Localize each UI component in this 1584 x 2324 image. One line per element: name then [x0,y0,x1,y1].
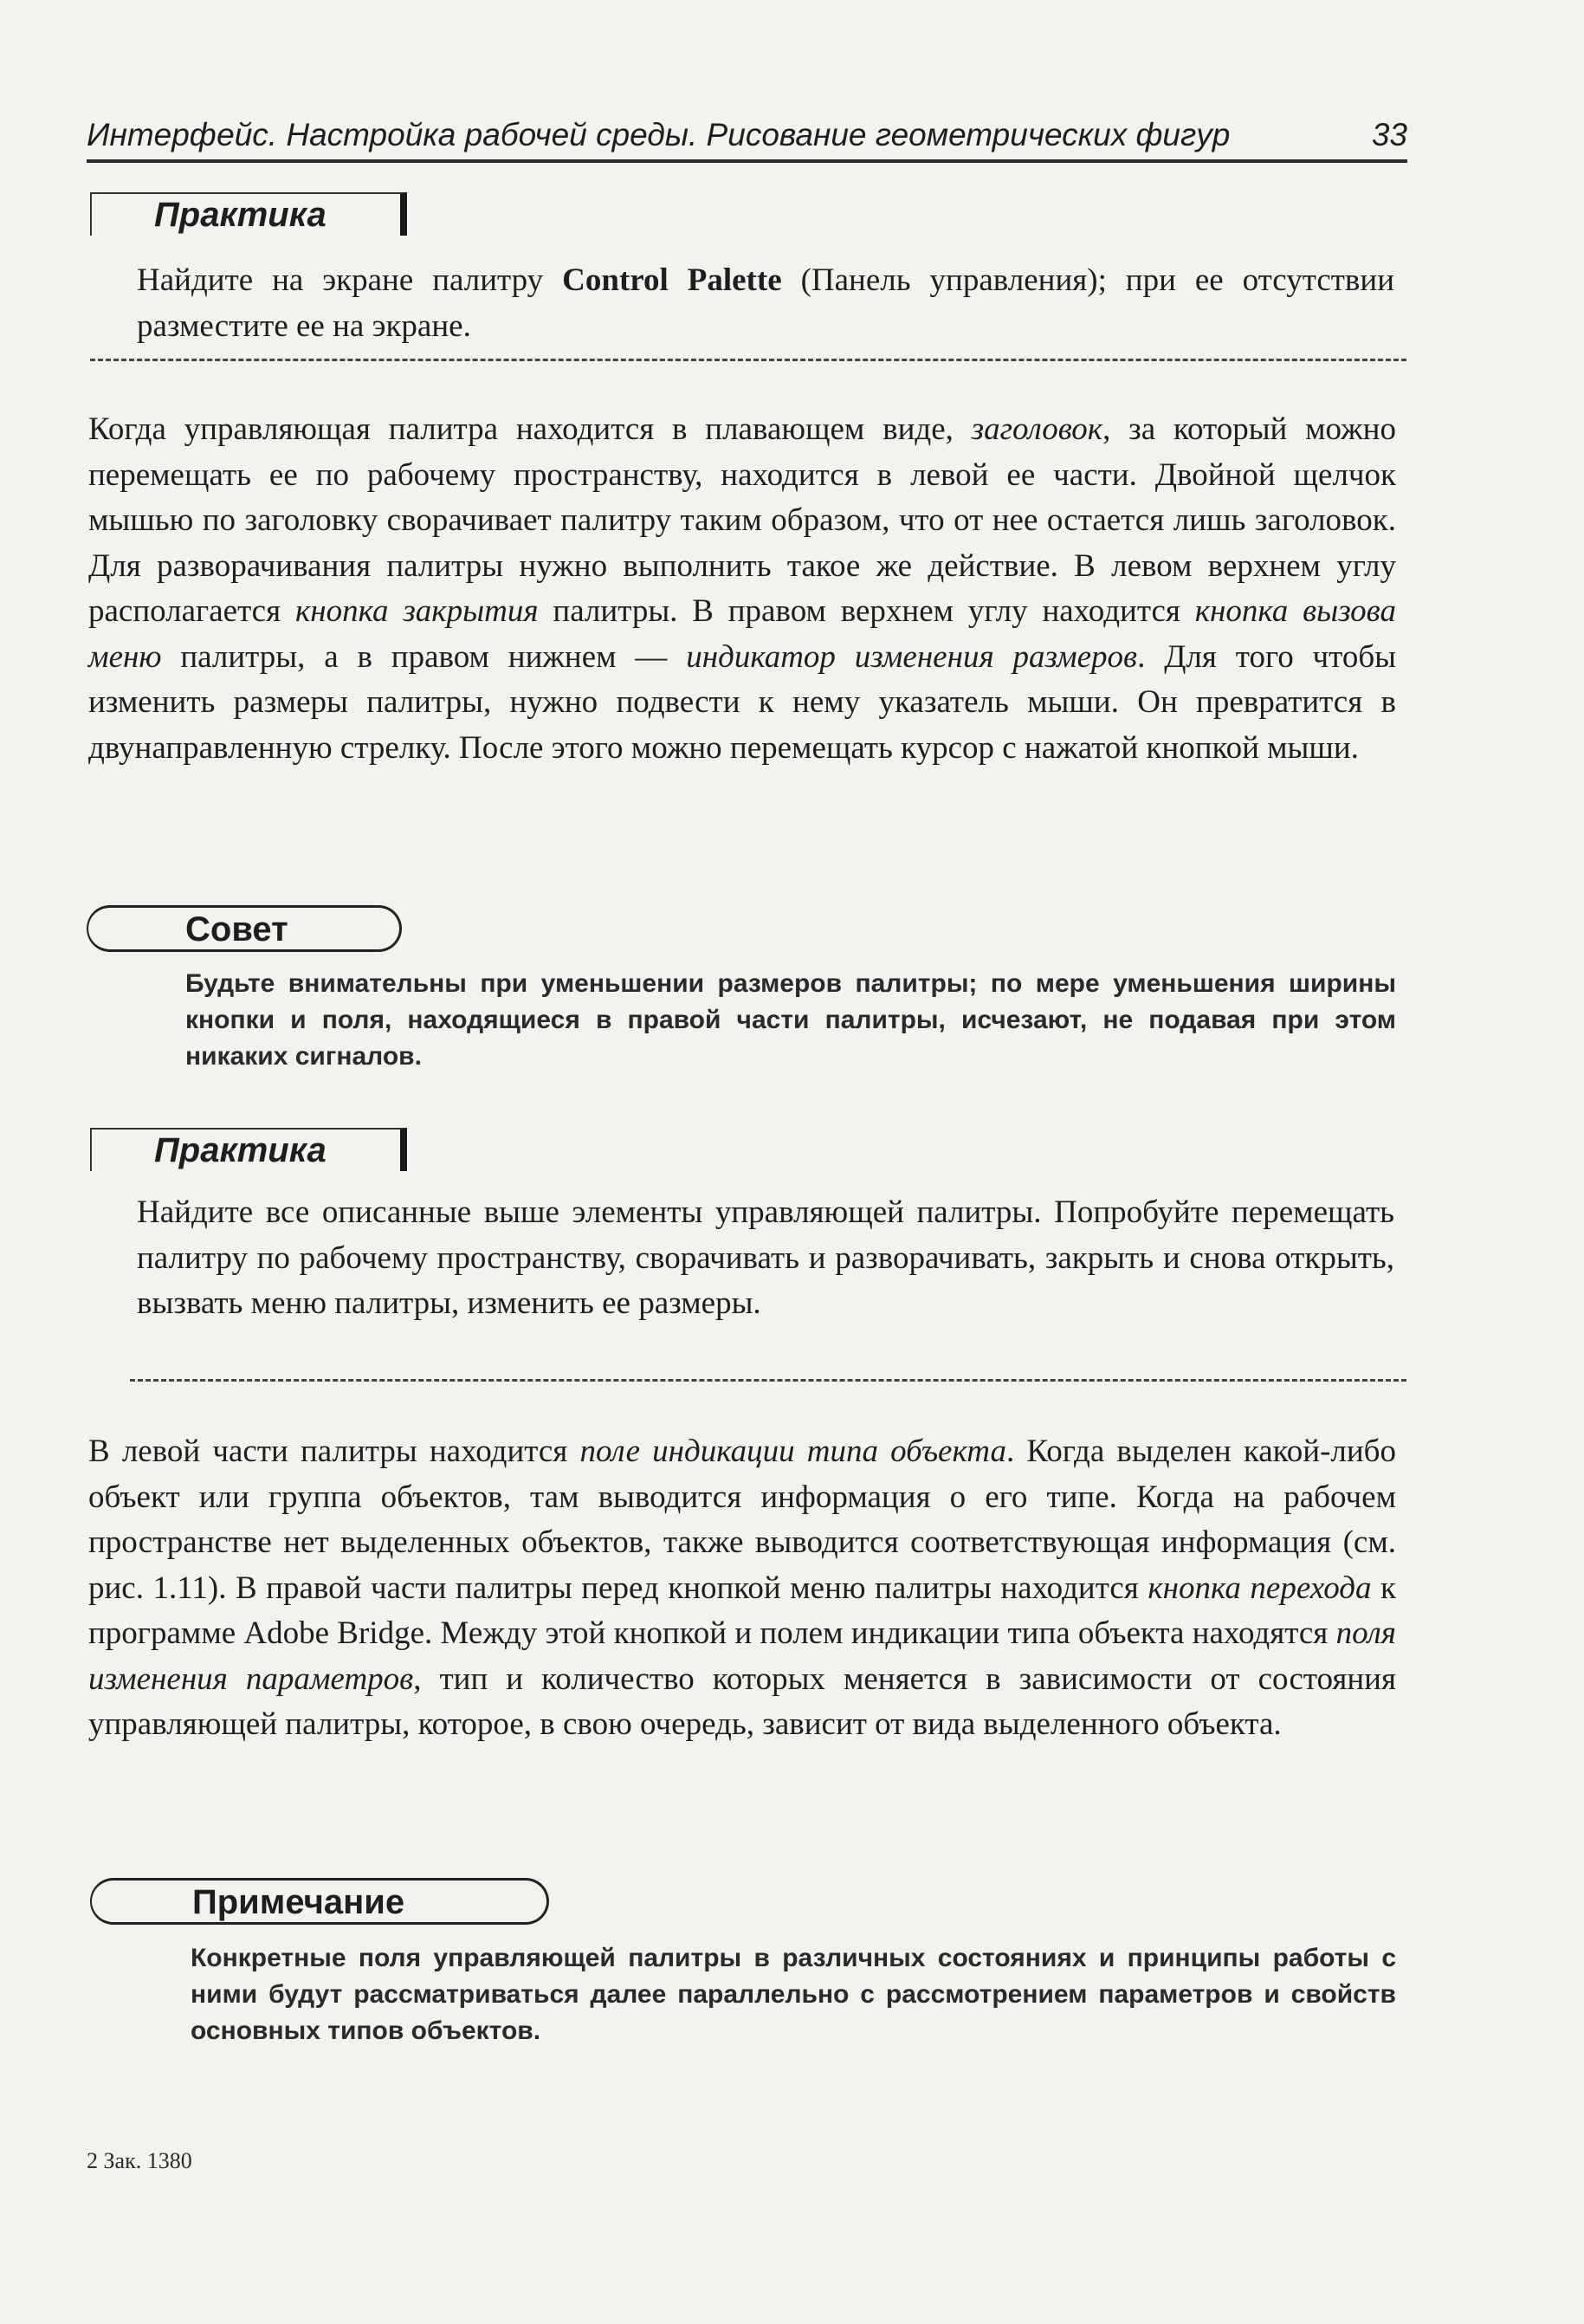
practice-heading-1: Практика [90,192,407,236]
practice-text-1: Найдите на экране палитру Control Palette (Панель управления); при ее отсутствии разместите ее на экране. [137,262,1395,344]
advice-heading: Совет [87,905,402,952]
dashed-divider-2 [130,1379,1406,1382]
dashed-divider-1 [90,359,1406,361]
advice-text: Будьте внимательны при уменьшении размеров палитры; по мере уменьшения ширины кнопки и поля, находящиеся в правой части палитры, исчезают, не подавая при этом никаких сигналов. [185,969,1396,1071]
running-header [87,111,1407,163]
page-number: 33 [1371,117,1407,152]
body-paragraph-1: Когда управляющая палитра находится в плавающем виде, заголовок, за который можно перемещать ее по рабочему пространству, находится в левой ее части. Двойной щелчок мышью по заголовку сворачивает палитру таким образом, что от нее остается лишь заголовок. Для разворачивания палитры нужно выполнить такое же действие. В левом верхнем углу располагается кнопка закрытия палитры. В правом верхнем углу находится кнопка вызова меню палитры, а в правом нижнем — индикатор изменения размеров. Для того чтобы изменить размеры палитры, нужно подвести к нему указатель мыши. Он превратится в двунаправленную стрелку. После этого можно перемещать курсор с нажатой кнопкой мыши. [88,411,1397,766]
footer-imprint: 2 Зак. 1380 [87,2148,192,2173]
running-header-title: Интерфейс. Настройка рабочей среды. Рисование геометрических фигур [87,117,1231,152]
practice-heading-2: Практика [90,1128,407,1171]
body-paragraph-2: В левой части палитры находится поле индикации типа объекта. Когда выделен какой-либо объект или группа объектов, там выводится информация о его типе. Когда на рабочем пространстве нет выделенных объектов, также выводится соответствующая информация (см. рис. 1.11). В правой части палитры перед кнопкой меню палитры находится кнопка перехода к программе Adobe Bridge. Между этой кнопкой и полем индикации типа объекта находятся поля изменения параметров, тип и количество которых меняется в зависимости от состояния управляющей палитры, которое, в свою очередь, зависит от вида выделенного объекта. [88,1434,1397,1742]
practice-text-2: Найдите все описанные выше элементы управляющей палитры. Попробуйте перемещать палитру по рабочему пространству, сворачивать и разворачивать, закрыть и снова открыть, вызвать меню палитры, изменить ее размеры. [137,1194,1394,1321]
note-text: Конкретные поля управляющей палитры в различных состояниях и принципы работы с ними будут рассматриваться далее параллельно с рассмотрением параметров и свойств основных типов объектов. [191,1944,1396,2045]
note-heading: Примечание [90,1878,549,1925]
control-palette-term: Control Palette [562,262,782,298]
